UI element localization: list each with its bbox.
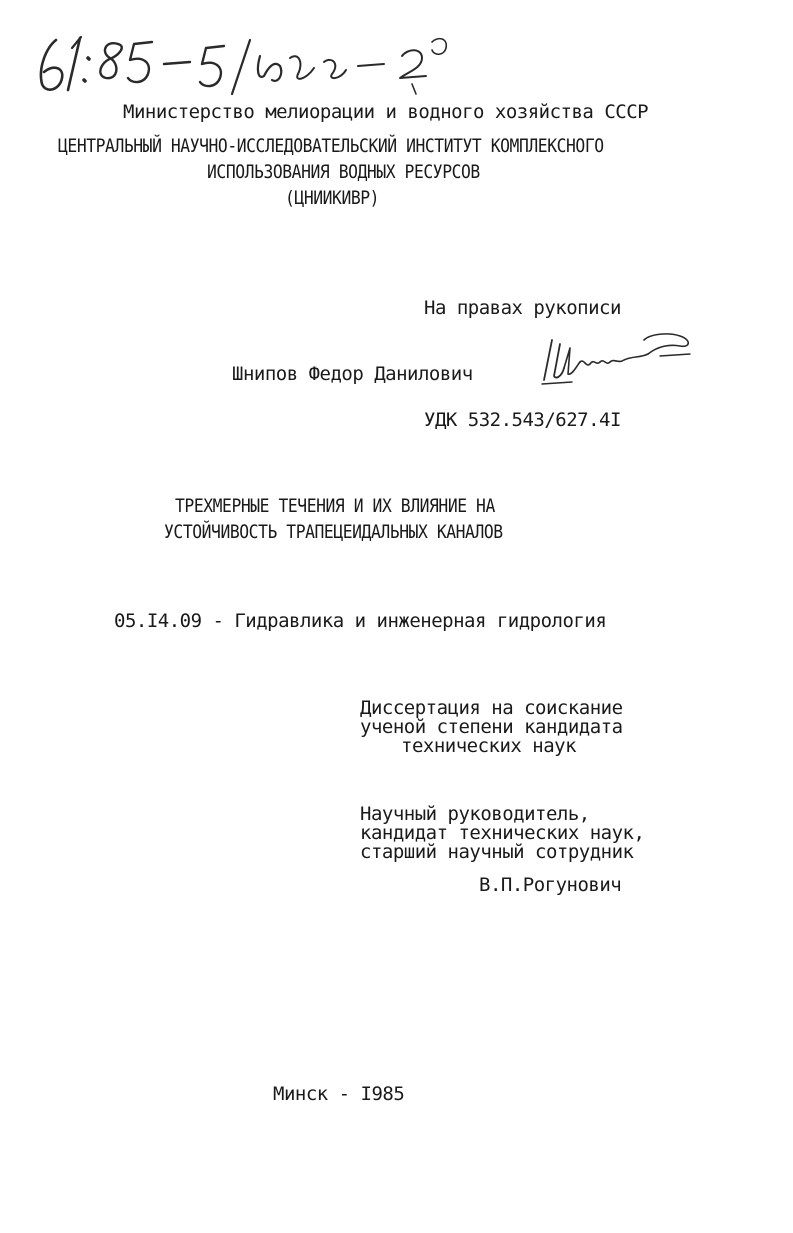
specialty-code: 05.I4.09 - Гидравлика и инженерная гидрология <box>114 610 607 632</box>
title-line-1: ТРЕХМЕРНЫЕ ТЕЧЕНИЯ И ИХ ВЛИЯНИЕ НА <box>175 495 495 517</box>
institute-line-2: ИСПОЛЬЗОВАНИЯ ВОДНЫХ РЕСУРСОВ <box>207 161 480 183</box>
manuscript-rights: На правах рукописи <box>424 297 621 319</box>
dissertation-line-3: технических наук <box>401 735 577 757</box>
author-name: Шнипов Федор Данилович <box>232 363 473 385</box>
dissertation-line-1: Диссертация на соискание <box>360 697 623 719</box>
ministry-line: Министерство мелиорации и водного хозяйства СССР <box>123 101 649 123</box>
udc-code: УДК 532.543/627.4I <box>424 409 621 431</box>
archive-mark-drawing <box>28 18 458 98</box>
dissertation-line-2: ученой степени кандидата <box>360 716 623 738</box>
institute-line-1: ЦЕНТРАЛЬНЫЙ НАУЧНО-ИССЛЕДОВАТЕЛЬСКИЙ ИНСТИТУТ КОМПЛЕКСНОГО <box>58 135 604 157</box>
institute-abbreviation: (ЦНИИКИВР) <box>285 187 380 209</box>
signature <box>540 318 700 390</box>
supervisor-line-2: кандидат технических наук, <box>360 822 645 844</box>
supervisor-name: В.П.Рогунович <box>479 874 622 896</box>
place-and-year: Минск - I985 <box>273 1083 405 1105</box>
supervisor-line-1: Научный руководитель, <box>360 803 590 825</box>
archive-mark <box>28 18 458 98</box>
supervisor-line-3: старший научный сотрудник <box>360 841 634 863</box>
title-line-2: УСТОЙЧИВОСТЬ ТРАПЕЦЕИДАЛЬНЫХ КАНАЛОВ <box>164 521 503 543</box>
signature-drawing <box>540 318 700 390</box>
